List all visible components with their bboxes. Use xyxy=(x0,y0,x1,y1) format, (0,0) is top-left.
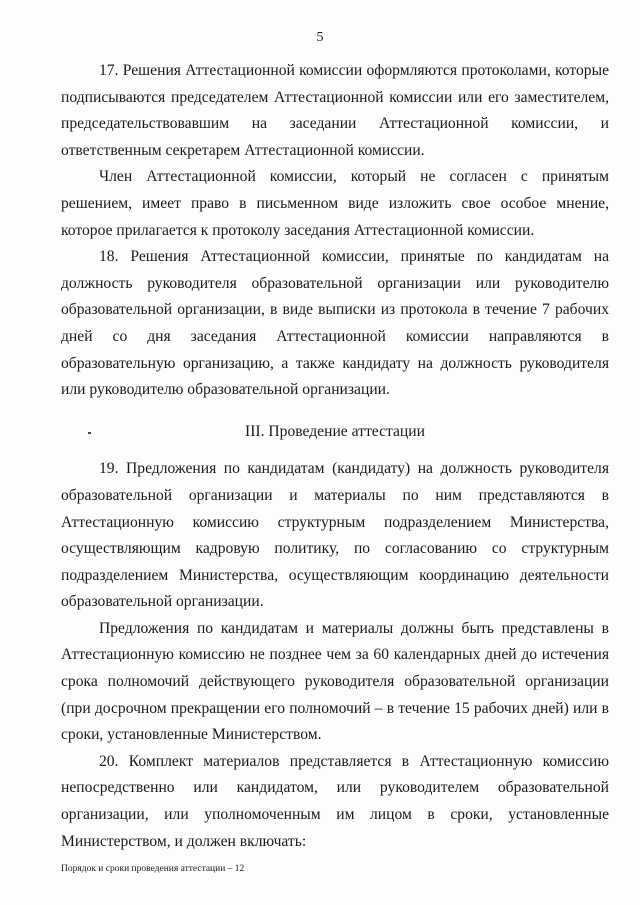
page-footer: Порядок и сроки проведения аттестации – 12 xyxy=(61,864,245,874)
paragraph-dissenting-opinion: Член Аттестационной комиссии, который не согласен с принятым решением, имеет право в письменном виде изложить свое особое мнение, которое прилагается к протоколу заседания Аттестационной комиссии. xyxy=(61,168,609,239)
section-heading: III. Проведение аттестации xyxy=(245,422,425,440)
paragraph-18: 18. Решения Аттестационной комиссии, принятые по кандидатам на должность руководителя образовательной организации или руководителю образовательной организации, в виде выписки из протокола в течение 7 рабочих дней со дня заседания Аттестационной комиссии направляются в образовательную организацию, а также кандидату на должность руководителя или руководителю образовательной организации. xyxy=(61,248,609,399)
document-body xyxy=(61,58,609,855)
paragraph-20: 20. Комплект материалов представляется в Аттестационную комиссию непосредственно или кандидатом, или руководителем образовательной организации, или уполномоченным им лицом в сроки, установленные Министерством, и должен включать: xyxy=(61,752,609,850)
scan-speck xyxy=(88,432,91,434)
paragraph-19: 19. Предложения по кандидатам (кандидату) на должность руководителя образовательной организации и материалы по ним представляются в Аттестационную комиссию структурным подразделением Министерства, осуществляющим кадровую политику, по согласованию со структурным подразделением Министерства, осуществляющим координацию деятельности образовательной организации. xyxy=(61,460,609,611)
paragraph-17: 17. Решения Аттестационной комиссии оформляются протоколами, которые подписываются председателем Аттестационной комиссии или его заместителем, председательствовавшим на заседании Аттестационной комиссии, и ответственным секретарем Аттестационной комиссии. xyxy=(61,62,609,159)
paragraph-submission-deadline: Предложения по кандидатам и материалы должны быть представлены в Аттестационную комиссию не позднее чем за 60 календарных дней до истечения срока полномочий действующего руководителя образовательной организации (при досрочном прекращении его полномочий – в течение 15 рабочих дней) или в сроки, установленные Министерством. xyxy=(61,619,609,744)
page-number: 5 xyxy=(316,30,324,45)
